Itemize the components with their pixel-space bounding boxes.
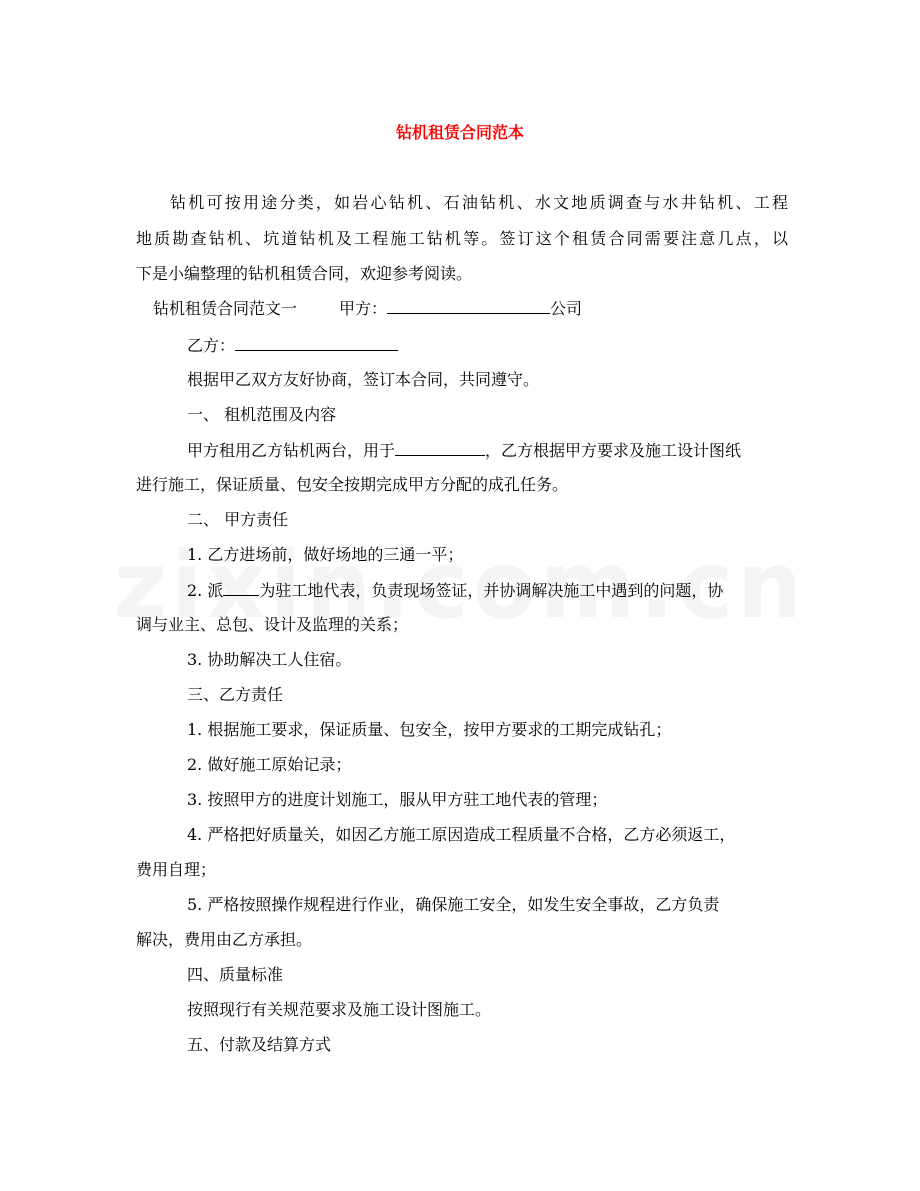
party-a-label: 甲方： [339, 299, 388, 318]
section1-text-line-1 [187, 438, 741, 463]
section3-item-5-line-1: 5. 严格按照操作规程进行作业，确保施工安全，如发生安全事故，乙方负责 [187, 895, 720, 914]
sample-heading: 钻机租赁合同范文一 [153, 299, 298, 318]
section2-item-2-line-2: 调与业主、总包、设计及监理的关系； [136, 615, 409, 634]
party-a-suffix: 公司 [550, 299, 583, 318]
intro-line-1: 钻机可按用途分类，如岩心钻机、石油钻机、水文地质调查与水井钻机、工程 [170, 193, 788, 212]
party-b-label: 乙方： [187, 336, 236, 355]
section3-item-5-line-2: 解决，费用由乙方承担。 [136, 930, 313, 949]
section2-item-1: 1. 乙方进场前，做好场地的三通一平； [187, 545, 464, 564]
section1-title: 一、 租机范围及内容 [187, 405, 337, 424]
section2-item-3: 3. 协助解决工人住宿。 [187, 650, 352, 669]
document-title: 钻机租赁合同范本 [395, 123, 524, 142]
section5-title: 五、付款及结算方式 [187, 1035, 332, 1054]
section2-item2-b: 为驻工地代表，负责现场签证，并协调解决施工中遇到的问题，协 [259, 581, 724, 600]
section1-text-b: ，乙方根据甲方要求及施工设计图纸 [485, 441, 742, 460]
party-b-line [187, 333, 398, 358]
section3-item-1: 1. 根据施工要求，保证质量、包安全，按甲方要求的工期完成钻孔； [187, 720, 672, 739]
section3-item-2: 2. 做好施工原始记录； [187, 755, 352, 774]
section2-item2-a: 2. 派 [187, 581, 224, 600]
section2-title: 二、 甲方责任 [187, 510, 289, 529]
section1-text-line-2: 进行施工，保证质量、包安全按期完成甲方分配的成孔任务。 [136, 475, 569, 494]
section4-text: 按照现行有关规范要求及施工设计图施工。 [187, 1000, 492, 1019]
section3-title: 三、乙方责任 [187, 685, 284, 704]
section3-item-4-line-1: 4. 严格把好质量关，如因乙方施工原因造成工程质量不合格，乙方必须返工， [187, 825, 736, 844]
section4-title: 四、质量标准 [187, 965, 284, 984]
party-b-blank [235, 333, 398, 351]
intro-line-2: 地质勘查钻机、坑道钻机及工程施工钻机等。签订这个租赁合同需要注意几点，以 [136, 229, 788, 248]
section3-item-4-line-2: 费用自理； [136, 860, 217, 879]
usage-blank [395, 438, 485, 456]
section3-item-3: 3. 按照甲方的进度计划施工，服从甲方驻工地代表的管理； [187, 790, 608, 809]
section1-text-a: 甲方租用乙方钻机两台，用于 [187, 441, 396, 460]
intro-line-3: 下是小编整理的钻机租赁合同，欢迎参考阅读。 [136, 264, 473, 283]
sample-heading-line [153, 296, 582, 321]
party-a-blank [387, 296, 550, 314]
agreement-text: 根据甲乙双方友好协商，签订本合同，共同遵守。 [187, 370, 540, 389]
representative-blank [223, 578, 259, 596]
section2-item-2-line-1 [187, 578, 723, 603]
